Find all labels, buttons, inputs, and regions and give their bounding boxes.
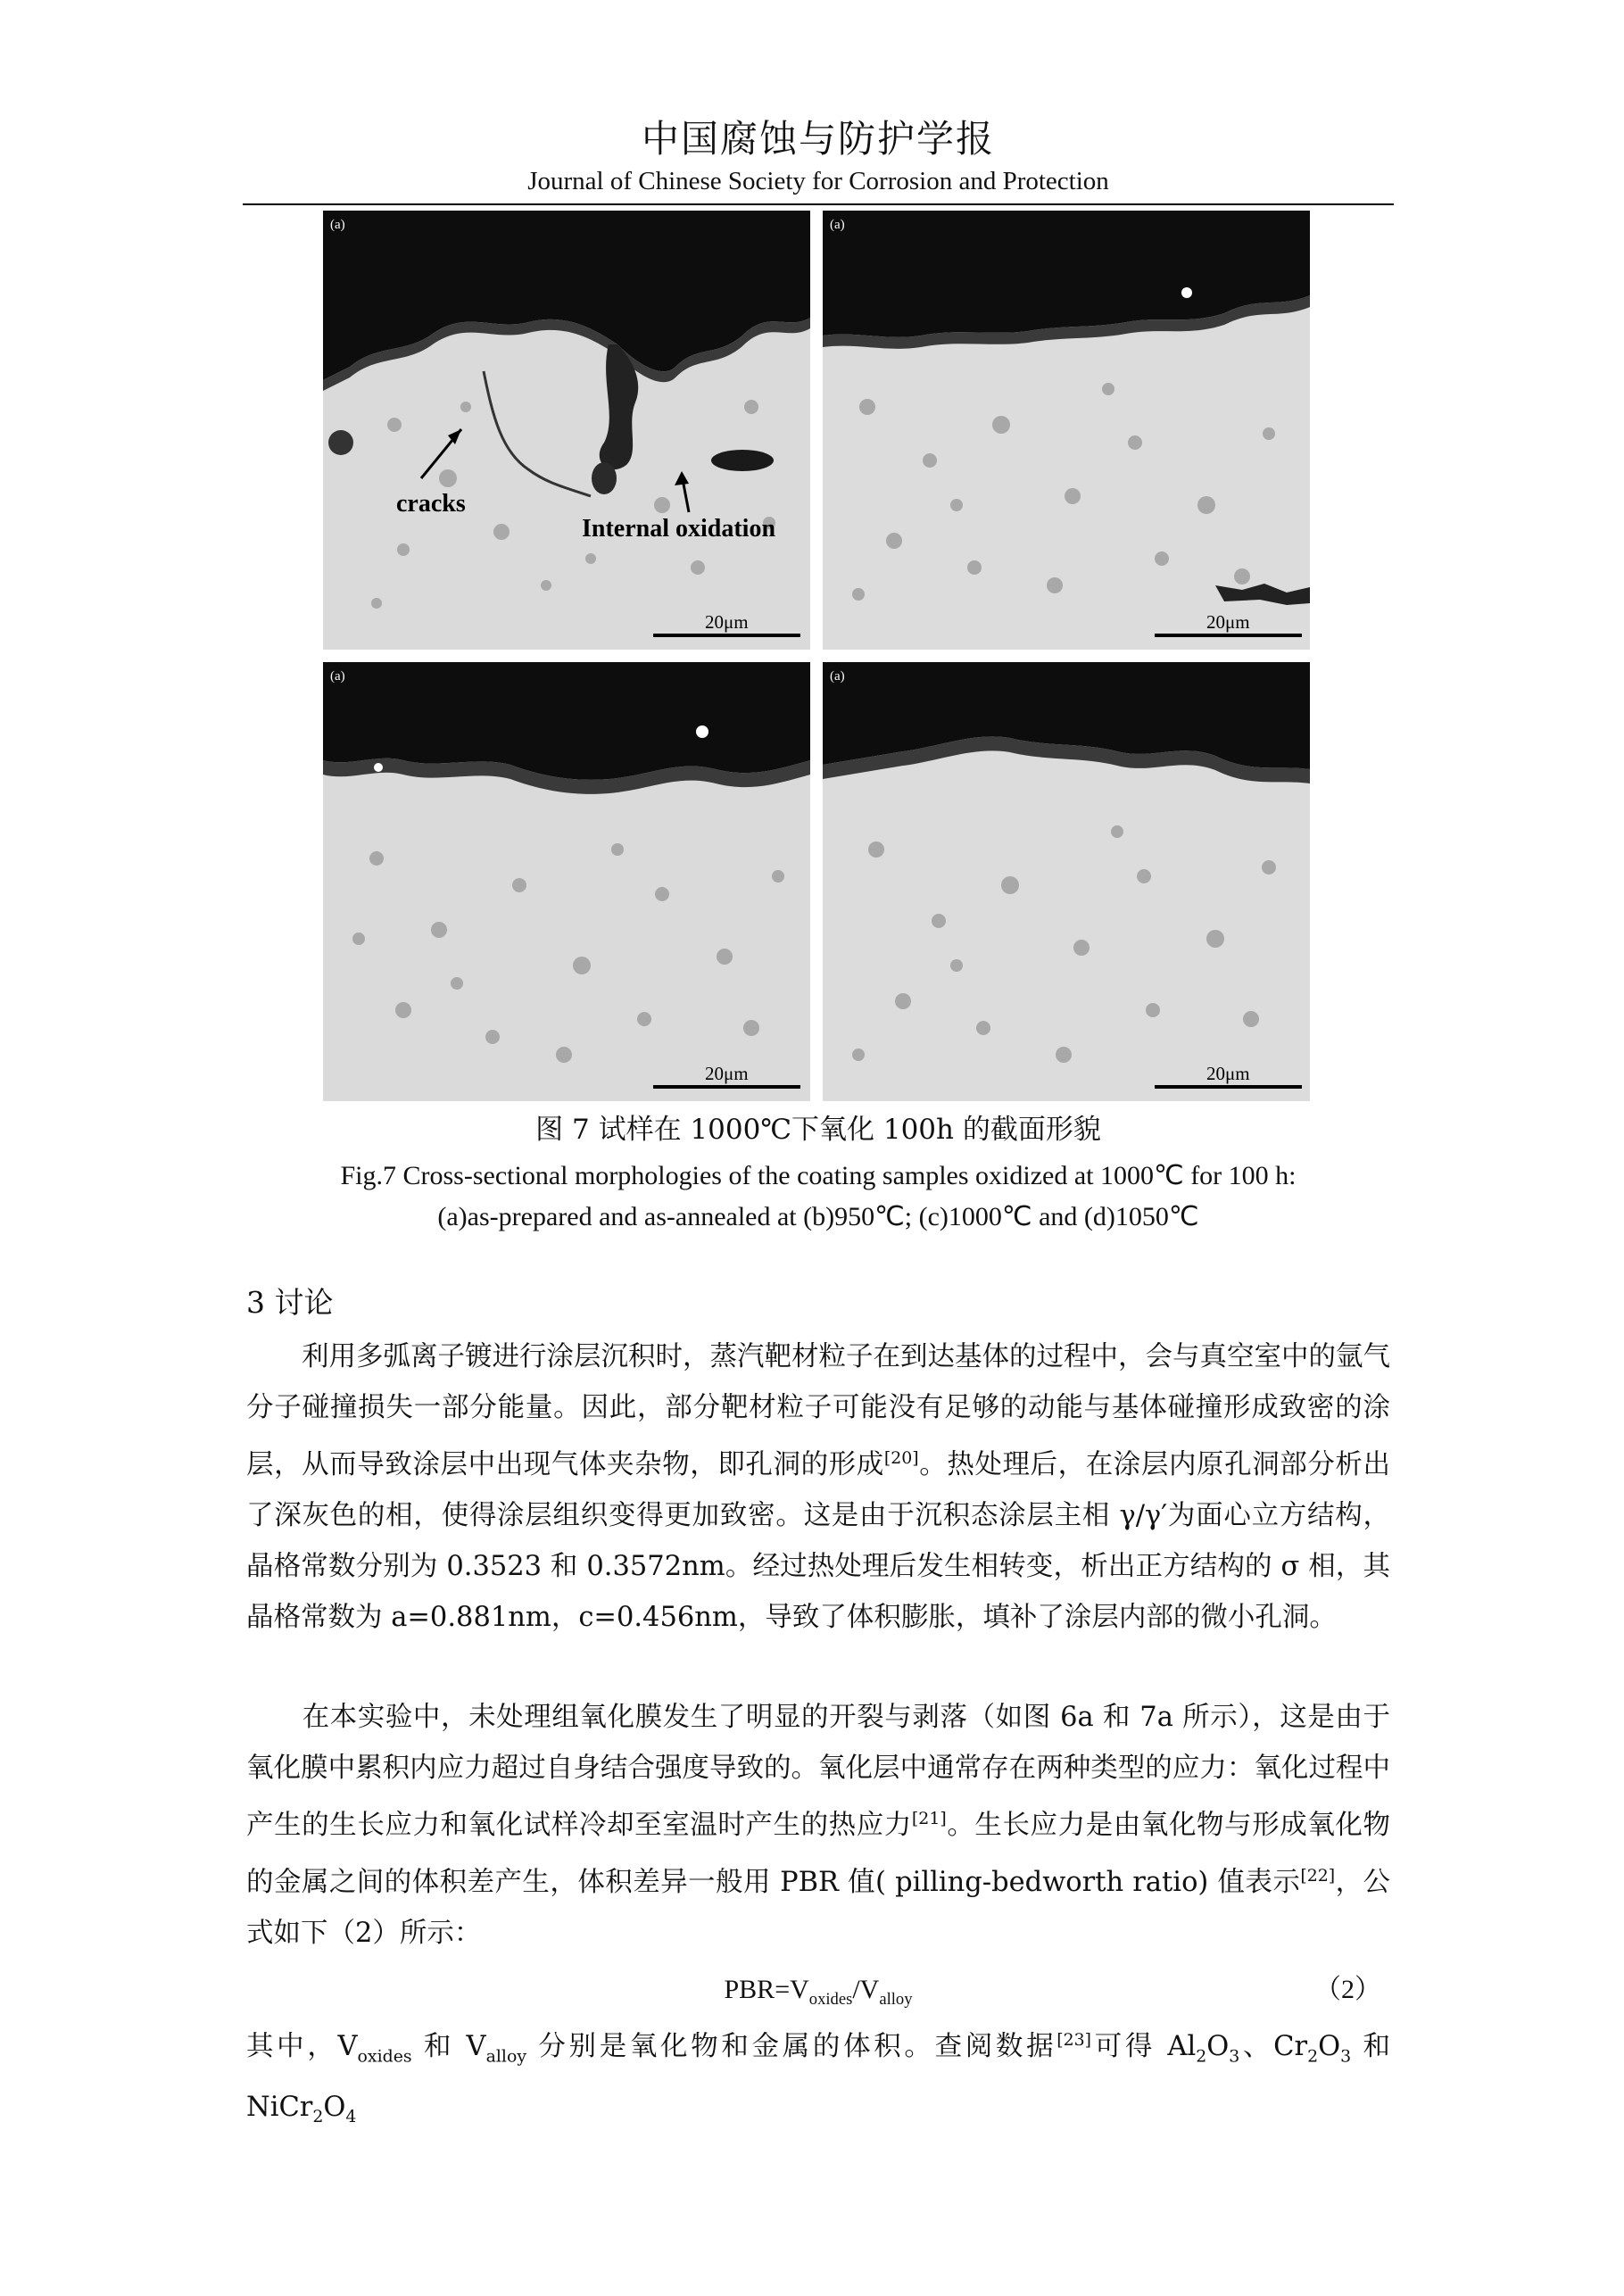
p3-text-d: 可得 Al [1091,2031,1197,2063]
micrograph-image-a [323,211,810,650]
scale-bar-label-c: 20μm [705,1063,749,1084]
p3-text-i: O [323,2092,346,2124]
paragraph-1 [246,1331,1390,1643]
micrograph-image-b [823,211,1310,650]
citation-22: [22] [1300,1866,1336,1886]
p3-sub-1: 2 [1196,2046,1207,2067]
equation-lhs: PBR=V [724,1975,809,2004]
panel-label-a: (a) [330,218,345,232]
p3-sub-5: 2 [312,2107,324,2127]
p3-sub-2: 3 [1229,2046,1240,2067]
panel-label-c: (a) [330,669,345,684]
paragraph-2-text-c: ，公式如下（2）所示： [246,1867,1391,1950]
annotation-internal-oxidation: Internal oxidation [582,515,776,543]
micrograph-image-d [823,662,1310,1101]
equation-body [246,1970,1390,2019]
p3-sub-4: 3 [1340,2046,1352,2067]
micrograph-panel-d [823,662,1310,1101]
p3-text-a: 其中，V [246,2031,358,2063]
equation-number: （2） [1314,1975,1381,2004]
panel-label-d: (a) [830,669,845,684]
figure-caption-en-line1: Fig.7 Cross-sectional morphologies of the coating samples oxidized at 1000℃ for 100 h: [340,1161,1297,1190]
scale-bar-label-b: 20μm [1206,611,1250,633]
micrograph-panel-c [323,662,810,1101]
citation-20: [20] [883,1448,919,1468]
micrograph-panel-a [323,211,810,650]
micrograph-image-c [323,662,810,1101]
section-heading: 3 讨论 [246,1285,334,1320]
citation-21: [21] [911,1809,947,1828]
paragraph-1-text-b: 。热处理后，在涂层内原孔洞部分析出了深灰色的相，使得涂层组织变得更加致密。这是由于沉积态涂层主相 γ/γ′为面心立方结构，晶格常数分别为 0.3523 和 0.3572nm。经过热处理后发生相转变，析出正方结构的 σ 相，其晶格常数为 a=0.881nm，c=0.456nm，导致了体积膨胀，填补了涂层内部的微小孔洞。 [246,1449,1391,1634]
p3-sub-3: 2 [1307,2046,1319,2067]
p3-text-g: O [1318,2031,1341,2063]
p3-text-h: 和 NiCr [246,2031,1391,2124]
journal-header [243,114,1394,198]
p3-text-c: 分别是氧化物和金属的体积。查阅数据 [526,2031,1057,2063]
figure-caption-cn: 图 7 试样在 1000℃下氧化 100h 的截面形貌 [535,1114,1101,1146]
paragraph-3 [246,2015,1390,2143]
figure-7 [323,211,1315,1103]
p3-sub-6: 4 [345,2107,357,2127]
equation-mid: /V [852,1975,880,2004]
journal-title-cn: 中国腐蚀与防护学报 [641,117,995,161]
annotation-cracks: cracks [396,490,466,518]
panel-label-b: (a) [830,218,845,232]
micrograph-panel-b [823,211,1310,650]
p3-text-b: 和 V [411,2031,486,2063]
header-rule [243,203,1394,205]
figure-caption-en-line2: (a)as-prepared and as-annealed at (b)950℃; (c)1000℃ and (d)1050℃ [437,1202,1199,1231]
equation-sub-oxides: oxides [808,1990,853,2009]
p3-sub-oxides: oxides [357,2046,412,2067]
p3-sub-alloy: alloy [485,2046,527,2067]
journal-title-en: Journal of Chinese Society for Corrosion and Protection [527,167,1109,195]
paragraph-2-text-a: 在本实验中，未处理组氧化膜发生了明显的开裂与剥落（如图 6a 和 7a 所示），这是由于氧化膜中累积内应力超过自身结合强度导致的。氧化层中通常存在两种类型的应力：氧化过程中产生的生长应力和氧化试样冷却至室温时产生的热应力 [246,1702,1390,1842]
p3-text-e: O [1206,2031,1230,2063]
p3-text-f: 、Cr [1239,2031,1308,2063]
paragraph-2-text-b: 。生长应力是由氧化物与形成氧化物的金属之间的体积差产生，体积差异一般用 PBR 值( pilling-bedworth ratio) 值表示 [246,1810,1391,1899]
paragraph-2 [246,1692,1390,1959]
paragraph-1-text-a: 利用多弧离子镀进行涂层沉积时，蒸汽靶材粒子在到达基体的过程中，会与真空室中的氩气分子碰撞损失一部分能量。因此，部分靶材粒子可能没有足够的动能与基体碰撞形成致密的涂层，从而导致涂层中出现气体夹杂物，即孔洞的形成 [246,1341,1390,1481]
scale-bar-label-a: 20μm [705,611,749,633]
equation-sub-alloy: alloy [879,1990,913,2009]
scale-bar-label-d: 20μm [1206,1063,1250,1084]
citation-23: [23] [1056,2030,1092,2050]
